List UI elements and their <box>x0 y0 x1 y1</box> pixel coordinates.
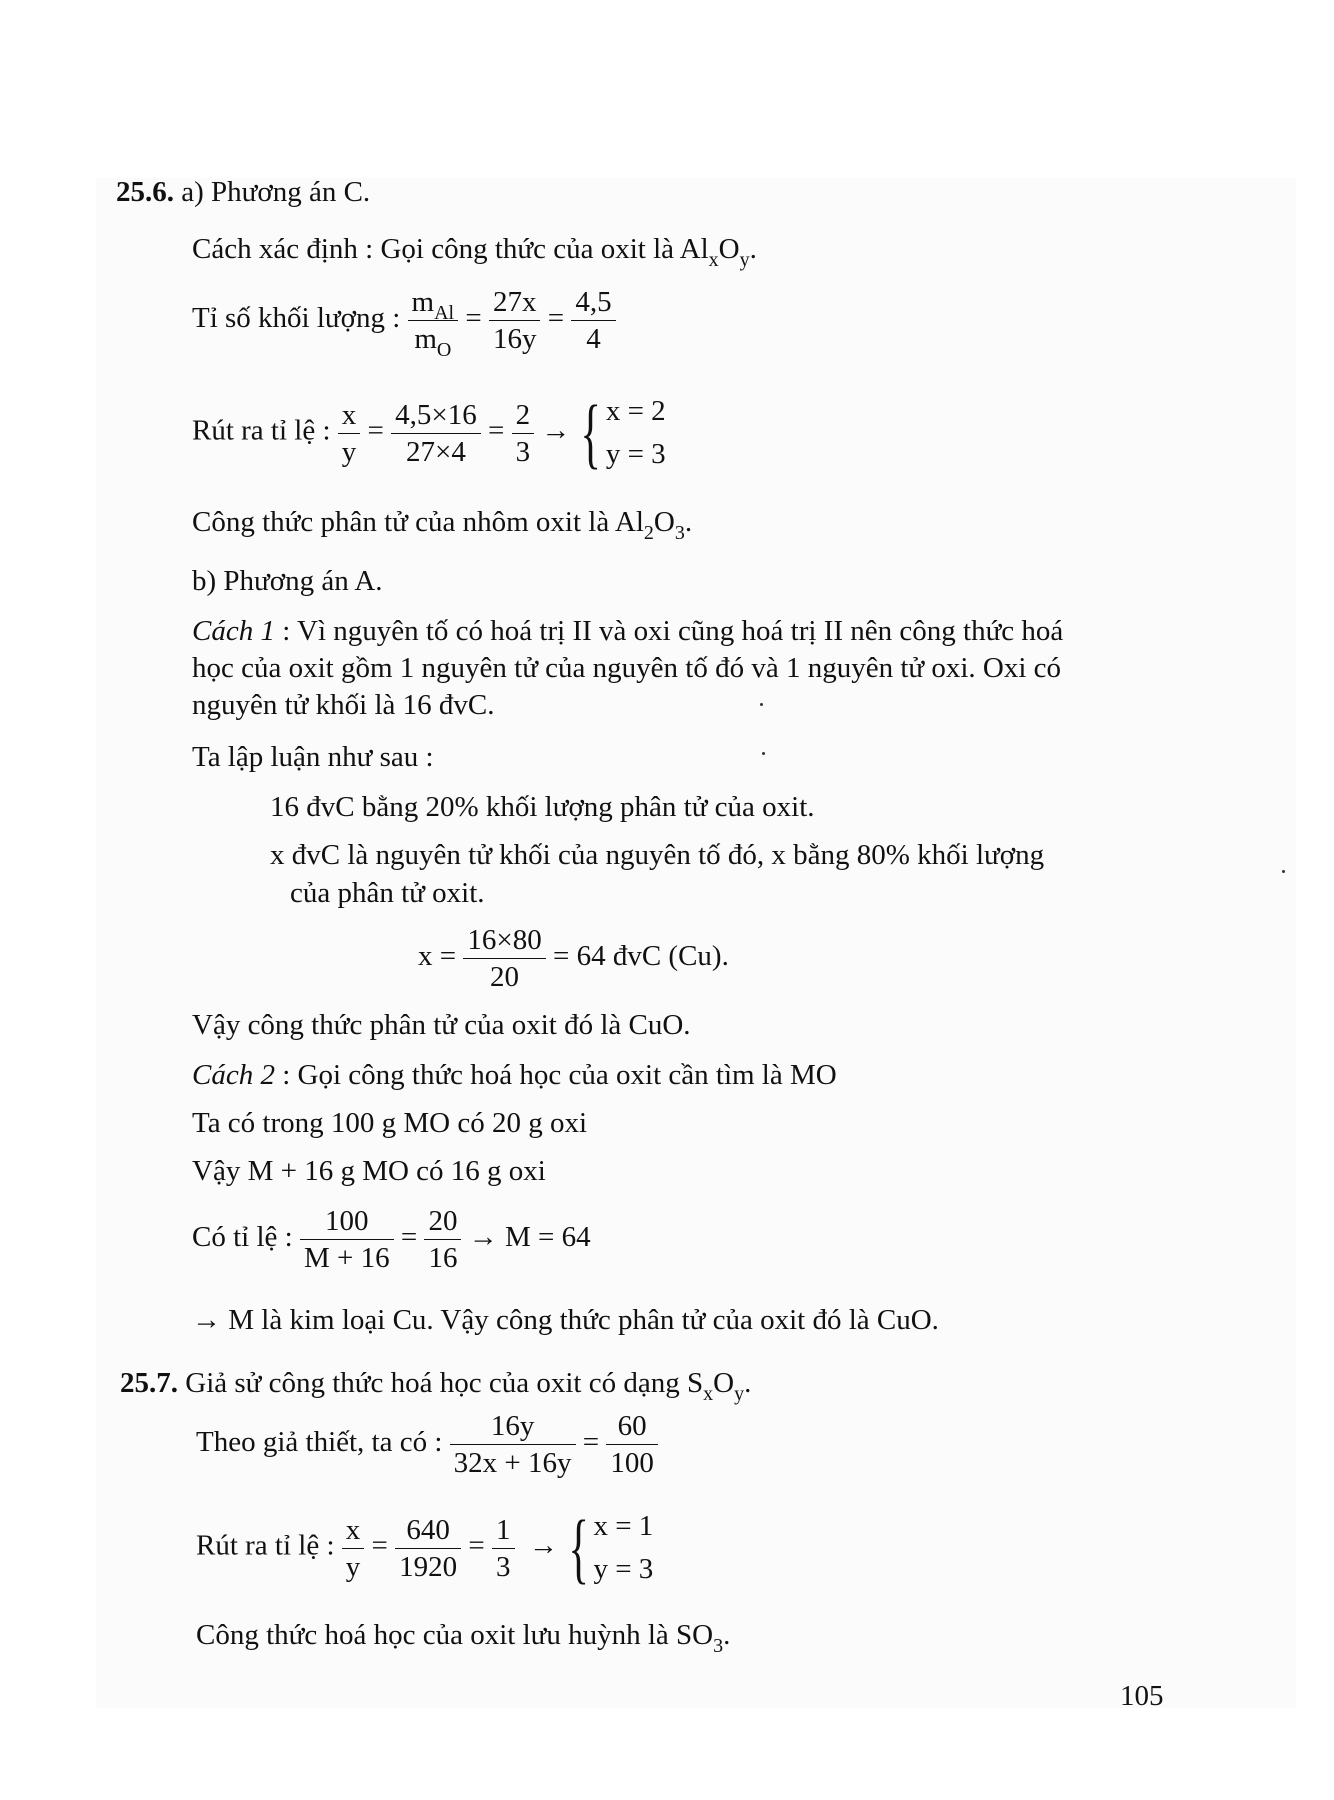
answer-b: b) Phương án A. <box>192 565 383 597</box>
fraction-100-m16: $\frac{100}{M + 16}$ <box>300 1203 394 1276</box>
al2o3-conclusion: Công thức phân tử của nhôm oxit là $Al_2O_3$. <box>192 506 693 544</box>
fraction-640-1920: $\frac{640}{1920}$ <box>395 1512 461 1585</box>
assumption-equation: Theo giả thiết, ta có : $\frac{16y}{32x + 16y}$ = $\frac{60}{100}$ <box>196 1408 658 1481</box>
cuo-conclusion-1: Vậy công thức phân tử của oxit đó là CuO. <box>192 1009 691 1041</box>
method-1-line-3: nguyên tử khối là 16 đvC. <box>192 689 495 721</box>
scan-speck <box>1282 870 1285 873</box>
scan-speck <box>760 703 763 706</box>
ratio-derivation-s: Rút ra tỉ lệ : $\frac{x}{y}$ = $\frac{640}{1920}$ = $\frac{1}{3}$ → { x = 1 y = 3 <box>196 1504 654 1591</box>
given-line-2: Vậy M + 16 g MO có 16 g oxi <box>192 1155 546 1187</box>
fraction-20-16: $\frac{20}{16}$ <box>424 1203 461 1276</box>
answer-a: a) Phương án C. <box>181 176 371 208</box>
x-calculation: x = $\frac{16\times 80}{20}$ = 64 đvC (Cu). <box>418 924 729 993</box>
fraction-x-y: $\frac{x}{y}$ <box>342 1512 365 1585</box>
method-1-label: Cách 1 <box>192 615 275 647</box>
mo-ratio-equation: Có tỉ lệ : $\frac{100}{M + 16}$ = $\frac{20}{16}$ → M = 64 <box>192 1205 591 1274</box>
ratio-derivation-al: Rút ra tỉ lệ : $\frac{x}{y}$ = $\frac{4,5\times 16}{27\times 4}$ = $\frac{2}{3}$ → { x = 2 y = 3 <box>192 389 666 476</box>
reasoning-line-2: x đvC là nguyên tử khối của nguyên tố đó, x bằng 80% khối lượng <box>270 839 1045 871</box>
given-line-1: Ta có trong 100 g MO có 20 g oxi <box>192 1107 588 1139</box>
reasoning-line-1: 16 đvC bằng 20% khối lượng phân tử của oxit. <box>270 791 815 823</box>
exercise-number: 25.7. <box>120 1367 178 1399</box>
fraction-2-3: $\frac{2}{3}$ <box>512 397 535 470</box>
fraction-4-5-4: $\frac{4,5}{4}$ <box>571 284 615 357</box>
method-1-line-2: học của oxit gồm 1 nguyên tử của nguyên tố đó và 1 nguyên tử oxi. Oxi có <box>192 652 1062 684</box>
fraction-60-100: $\frac{60}{100}$ <box>606 1408 658 1481</box>
fraction-16x80-20: $\frac{16\times 80}{20}$ <box>463 922 545 995</box>
exercise-number: 25.6. <box>116 176 174 208</box>
brace-icon: { <box>580 389 602 476</box>
so3-conclusion: Công thức hoá học của oxit lưu huỳnh là $SO_3$. <box>196 1619 731 1657</box>
formula-definition: Cách xác định : Gọi công thức của oxit là $Al_xO_y$. <box>192 233 757 271</box>
system-solution: x = 1 y = 3 <box>593 1510 654 1585</box>
fraction-16y-32x16y: $\frac{16y}{32x + 16y}$ <box>450 1408 576 1481</box>
fraction-x-y: $\frac{x}{y}$ <box>338 397 361 470</box>
reasoning-line-3: của phân tử oxit. <box>290 877 485 909</box>
fraction-mAl-mO: $\frac{m_{Al}}{m_O}$ <box>408 284 459 357</box>
fraction-27x-16y: $\frac{27x}{16y}$ <box>489 284 541 357</box>
scan-speck <box>762 752 765 755</box>
brace-icon: { <box>568 1504 590 1591</box>
fraction-calc: $\frac{4,5\times 16}{27\times 4}$ <box>391 397 481 470</box>
exercise-25-7-heading: 25.7. Giả sử công thức hoá học của oxit có dạng $S_xO_y$. <box>120 1367 752 1405</box>
reasoning-intro: Ta lập luận như sau : <box>192 741 434 773</box>
fraction-1-3: $\frac{1}{3}$ <box>492 1512 515 1585</box>
method-1-line-1: Cách 1 : Vì nguyên tố có hoá trị II và oxi cũng hoá trị II nên công thức hoá <box>192 615 1064 647</box>
mass-ratio-equation: Tỉ số khối lượng : $\frac{m_{Al}}{m_O}$ = $\frac{27x}{16y}$ = $\frac{4,5}{4}$ <box>192 284 616 357</box>
page-number: 105 <box>1120 1680 1164 1712</box>
method-2-label: Cách 2 <box>192 1059 275 1091</box>
system-solution: x = 2 y = 3 <box>605 395 666 470</box>
method-2-line: Cách 2 : Gọi công thức hoá học của oxit cần tìm là MO <box>192 1059 837 1091</box>
cuo-conclusion-2: → M là kim loại Cu. Vậy công thức phân tử của oxit đó là CuO. <box>192 1304 939 1336</box>
exercise-25-6-heading <box>116 175 370 209</box>
